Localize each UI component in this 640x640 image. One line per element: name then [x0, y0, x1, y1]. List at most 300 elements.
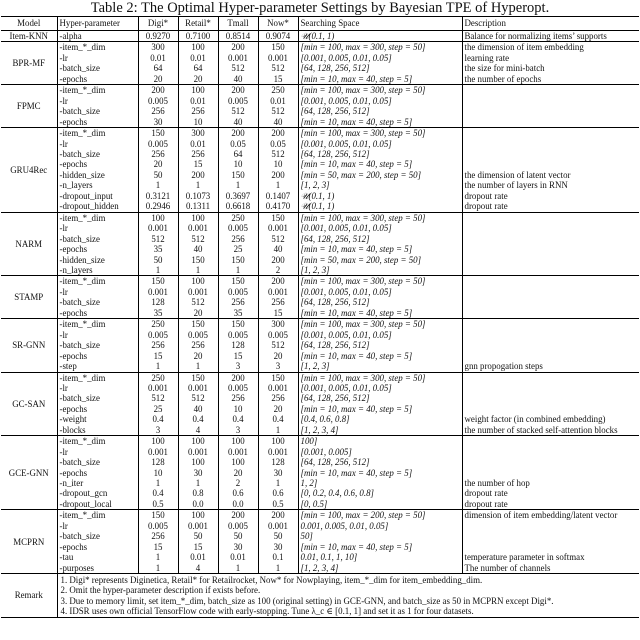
digi-value: 0.5 [138, 499, 178, 510]
description-cell [462, 244, 639, 254]
hyperparameter-cell: -dropout_gcn [59, 488, 108, 499]
tmall-value: 256 [218, 393, 258, 403]
now-value: 300 [258, 319, 298, 330]
digi-value: 0.9270 [138, 31, 178, 42]
digi-value: 35 [138, 308, 178, 319]
retail-value: 0.001 [178, 383, 218, 393]
description-cell: the number of hop [462, 478, 639, 488]
hyperparameter-cell: -epochs [59, 73, 88, 84]
hyperparameter-cell: -batch_size [59, 393, 100, 404]
now-value: 20 [258, 404, 298, 414]
digi-value: 512 [138, 393, 178, 403]
model-name-cell: MCPRN [1, 510, 57, 574]
hyperparameter-cell: -lr [59, 520, 68, 531]
description-cell [462, 393, 639, 403]
table-row [1, 265, 639, 276]
now-value: 0.001 [258, 223, 298, 233]
model-name-cell: GC-SAN [1, 372, 57, 436]
digi-value: 100 [138, 212, 178, 223]
retail-value: 100 [178, 42, 218, 53]
digi-value: 512 [138, 234, 178, 244]
table-row [1, 447, 639, 457]
description-cell [462, 457, 639, 467]
retail-value: 0.001 [178, 521, 218, 531]
tmall-value: 15 [218, 351, 258, 361]
retail-value: 300 [178, 128, 218, 139]
hyperparameter-cell: -hidden_size [59, 254, 105, 265]
tmall-value: 1 [218, 180, 258, 190]
hyperparameter-cell: -item_*_dim [57, 128, 138, 139]
searching-space-cell: [min = 100, max = 300, step = 50] [298, 85, 462, 96]
tmall-value: 64 [218, 149, 258, 159]
now-value: 40 [258, 117, 298, 128]
table-row [1, 499, 639, 510]
tmall-value: 50 [218, 531, 258, 541]
digi-value: 1 [138, 361, 178, 372]
retail-value: 256 [178, 106, 218, 116]
now-value: 150 [258, 212, 298, 223]
retail-value: 50 [178, 531, 218, 541]
remark-line: 2. Omit the hyper-parameter description if exists before. [60, 585, 261, 596]
description-cell [462, 542, 639, 552]
retail-value: 0.01 [178, 96, 218, 106]
retail-value: 0.005 [178, 330, 218, 340]
hyperparameter-cell: -blocks [59, 424, 86, 435]
searching-space-cell: [min = 10, max = 40, step = 5] [298, 351, 462, 361]
hyperparameter-cell: -item_*_dim [57, 436, 138, 447]
hyperparameter-cell: -epochs [59, 159, 88, 170]
retail-value: 4 [178, 425, 218, 436]
description-cell [462, 255, 639, 265]
retail-value: 40 [178, 244, 218, 254]
table-row [1, 85, 639, 96]
header-digi: Digi* [138, 17, 178, 31]
table-row [1, 436, 639, 447]
searching-space-cell: [min = 10, max = 40, step = 5] [298, 159, 462, 169]
table-row [1, 308, 639, 319]
now-value: 0.6 [258, 488, 298, 498]
tmall-value: 150 [218, 276, 258, 287]
table-row [1, 340, 639, 350]
description-cell: the size for mini-batch [462, 63, 639, 73]
table-body [1, 31, 639, 618]
searching-space-cell: 100] [298, 436, 462, 447]
now-value: 512 [258, 340, 298, 350]
retail-value: 512 [178, 234, 218, 244]
tmall-value: 100 [218, 457, 258, 467]
tmall-value: 100 [218, 436, 258, 447]
hyperparameter-cell: -item_*_dim [57, 510, 138, 521]
table-row [1, 414, 639, 424]
tmall-value: 200 [218, 372, 258, 383]
retail-value: 0.01 [178, 53, 218, 63]
hyperparameter-cell: -batch_size [59, 297, 100, 308]
hyperparameter-table [1, 16, 639, 618]
searching-space-cell: 𝒰(0.1, 1) [298, 191, 462, 201]
now-value: 250 [258, 85, 298, 96]
description-cell: The number of channels [462, 563, 639, 574]
searching-space-cell: [1, 2, 3, 4] [298, 425, 462, 436]
retail-value: 20 [178, 308, 218, 319]
description-cell: learning rate [462, 53, 639, 63]
table-row [1, 74, 639, 85]
hyperparameter-cell: -lr [59, 382, 68, 393]
retail-value: 0.01 [178, 139, 218, 149]
searching-space-cell: [0.001, 0.005, 0.01, 0.05] [298, 223, 462, 233]
retail-value: 0.01 [178, 552, 218, 562]
retail-value: 0.1073 [178, 191, 218, 201]
tmall-value: 150 [218, 319, 258, 330]
table-row [1, 372, 639, 383]
digi-value: 3 [138, 425, 178, 436]
retail-value: 150 [178, 372, 218, 383]
table-row [1, 244, 639, 254]
description-cell [462, 139, 639, 149]
hyperparameter-cell: -hidden_size [59, 169, 105, 180]
now-value: 0.4170 [258, 201, 298, 212]
header-now: Now* [258, 17, 298, 31]
hyperparameter-cell: -dropout_local [59, 498, 112, 509]
searching-space-cell: 0.001, 0.005, 0.01, 0.05] [298, 521, 462, 531]
searching-space-cell: [0.001, 0.005] [298, 447, 462, 457]
now-value: 0.5 [258, 499, 298, 510]
searching-space-cell: [min = 100, max = 200, step = 50] [298, 510, 462, 521]
description-cell [462, 234, 639, 244]
digi-value: 300 [138, 42, 178, 53]
table-row [1, 180, 639, 190]
hyperparameter-cell: -lr [59, 52, 68, 63]
description-cell [462, 531, 639, 541]
table-row [1, 96, 639, 106]
retail-value: 0.001 [178, 447, 218, 457]
retail-value: 100 [178, 276, 218, 287]
hyperparameter-cell: -lr [59, 446, 68, 457]
digi-value: 0.005 [138, 96, 178, 106]
searching-space-cell: [min = 50, max = 200, step = 50] [298, 170, 462, 180]
tmall-value: 0.001 [218, 447, 258, 457]
tmall-value: 0.005 [218, 223, 258, 233]
hyperparameter-cell: -n_layers [59, 180, 93, 191]
searching-space-cell: [0.001, 0.005, 0.01, 0.05] [298, 139, 462, 149]
now-value: 0.001 [258, 53, 298, 63]
tmall-value: 0.05 [218, 139, 258, 149]
now-value: 0.01 [258, 96, 298, 106]
searching-space-cell: [min = 10, max = 40, step = 5] [298, 404, 462, 414]
now-value: 512 [258, 149, 298, 159]
searching-space-cell: [0.4, 0.6, 0.8] [298, 414, 462, 424]
retail-value: 150 [178, 319, 218, 330]
description-cell [462, 436, 639, 447]
digi-value: 35 [138, 244, 178, 254]
hyperparameter-cell: -dropout_input [59, 190, 113, 201]
now-value: 2 [258, 265, 298, 276]
digi-value: 10 [138, 468, 178, 478]
now-value: 256 [258, 297, 298, 307]
now-value: 0.005 [258, 330, 298, 340]
digi-value: 250 [138, 372, 178, 383]
retail-value: 1 [178, 361, 218, 372]
tmall-value: 150 [218, 170, 258, 180]
searching-space-cell: 50] [298, 531, 462, 541]
retail-value: 0.001 [178, 223, 218, 233]
searching-space-cell: [0.001, 0.005, 0.01, 0.05] [298, 96, 462, 106]
tmall-value: 0.005 [218, 96, 258, 106]
header-retail: Retail* [178, 17, 218, 31]
searching-space-cell: [64, 128, 256, 512] [298, 393, 462, 403]
digi-value: 0.005 [138, 521, 178, 531]
tmall-value: 0.3697 [218, 191, 258, 201]
searching-space-cell: 1, 2] [298, 478, 462, 488]
tmall-value: 10 [218, 404, 258, 414]
digi-value: 150 [138, 276, 178, 287]
tmall-value: 1 [218, 563, 258, 574]
tmall-value: 0.8514 [218, 31, 258, 42]
hyperparameter-cell: -tau [59, 552, 74, 563]
now-value: 0.001 [258, 383, 298, 393]
digi-value: 50 [138, 170, 178, 180]
retail-value: 100 [178, 436, 218, 447]
searching-space-cell: [0, 0.2, 0.4, 0.6, 0.8] [298, 488, 462, 498]
table-row [1, 255, 639, 265]
digi-value: 0.005 [138, 139, 178, 149]
description-cell: temperature parameter in softmax [462, 552, 639, 562]
table-row [1, 212, 639, 223]
digi-value: 0.01 [138, 53, 178, 63]
digi-value: 1 [138, 563, 178, 574]
tmall-value: 0.6618 [218, 201, 258, 212]
now-value: 200 [258, 510, 298, 521]
searching-space-cell: [min = 10, max = 40, step = 5] [298, 308, 462, 319]
description-cell [462, 330, 639, 340]
now-value: 0.001 [258, 521, 298, 531]
tmall-value: 0.001 [218, 53, 258, 63]
now-value: 128 [258, 457, 298, 467]
model-name-cell: GCE-GNN [1, 436, 57, 510]
retail-value: 0.001 [178, 287, 218, 297]
digi-value: 20 [138, 74, 178, 85]
tmall-value: 10 [218, 159, 258, 169]
table-row [1, 276, 639, 287]
retail-value: 100 [178, 457, 218, 467]
now-value: 30 [258, 542, 298, 552]
hyperparameter-cell: -epochs [59, 116, 88, 127]
digi-value: 150 [138, 128, 178, 139]
tmall-value: 128 [218, 340, 258, 350]
retail-value: 15 [178, 542, 218, 552]
digi-value: 150 [138, 510, 178, 521]
now-value: 1 [258, 425, 298, 436]
now-value: 1 [258, 180, 298, 190]
now-value: 0.05 [258, 139, 298, 149]
model-name-cell: NARM [1, 212, 57, 276]
searching-space-cell: [64, 128, 256, 512] [298, 149, 462, 159]
table-row [1, 106, 639, 116]
searching-space-cell: [min = 100, max = 300, step = 50] [298, 128, 462, 139]
hyperparameter-cell: -epochs [59, 307, 88, 318]
searching-space-cell: [min = 100, max = 300, step = 50] [298, 319, 462, 330]
table-row [1, 53, 639, 63]
hyperparameter-cell: -item_*_dim [57, 276, 138, 287]
retail-value: 0.8 [178, 488, 218, 498]
table-row [1, 223, 639, 233]
table-row [1, 404, 639, 414]
hyperparameter-cell: -lr [59, 95, 68, 106]
table-row [1, 31, 639, 42]
description-cell [462, 149, 639, 159]
table-row [1, 201, 639, 212]
hyperparameter-cell: -purposes [59, 562, 95, 573]
description-cell: the dimension of latent vector [462, 170, 639, 180]
hyperparameter-cell: -epochs [59, 350, 88, 361]
digi-value: 1 [138, 180, 178, 190]
hyperparameter-cell: -lr [59, 329, 68, 340]
tmall-value: 0.6 [218, 488, 258, 498]
hyperparameter-cell: -batch_size [59, 148, 100, 159]
table-row [1, 297, 639, 307]
retail-value: 256 [178, 340, 218, 350]
hyperparameter-cell: -batch_size [59, 233, 100, 244]
tmall-value: 0.005 [218, 521, 258, 531]
description-cell [462, 521, 639, 531]
retail-value: 4 [178, 563, 218, 574]
remark-line: 4. IDSR uses own official TensorFlow code with early-stopping. Tune λ_c ∈ [0.1, 1] and set it as 1 for four datasets. [60, 605, 474, 616]
hyperparameter-cell: -n_layers [59, 264, 93, 275]
hyperparameter-cell: -step [59, 361, 77, 372]
table-row [1, 393, 639, 403]
digi-value: 256 [138, 149, 178, 159]
hyperparameter-cell: -batch_size [59, 63, 100, 74]
description-cell [462, 117, 639, 128]
hyperparameter-cell: -lr [59, 286, 68, 297]
searching-space-cell: [0, 0.5] [298, 499, 462, 510]
searching-space-cell: [64, 128, 256, 512] [298, 234, 462, 244]
description-cell [462, 383, 639, 393]
table-row [1, 191, 639, 201]
now-value: 10 [258, 159, 298, 169]
searching-space-cell: [min = 100, max = 300, step = 50] [298, 42, 462, 53]
retail-value: 40 [178, 404, 218, 414]
now-value: 0.9074 [258, 31, 298, 42]
hyperparameter-cell: -batch_size [59, 106, 100, 117]
digi-value: 0.001 [138, 383, 178, 393]
hyperparameter-cell: -dropout_hidden [59, 201, 119, 212]
hyperparameter-cell: -weight [59, 414, 87, 425]
now-value: 3 [258, 361, 298, 372]
model-name-cell: STAMP [1, 276, 57, 319]
tmall-value: 250 [218, 212, 258, 223]
now-value: 15 [258, 74, 298, 85]
description-cell [462, 308, 639, 319]
searching-space-cell: [min = 10, max = 40, step = 5] [298, 244, 462, 254]
hyperparameter-cell: -epochs [59, 403, 88, 414]
digi-value: 0.005 [138, 330, 178, 340]
now-value: 200 [258, 128, 298, 139]
description-cell: the number of stacked self-attention blocks [462, 425, 639, 436]
description-cell: dimension of item embedding/latent vector [462, 510, 639, 521]
description-cell: gnn propogation steps [462, 361, 639, 372]
now-value: 200 [258, 255, 298, 265]
tmall-value: 200 [218, 85, 258, 96]
table-row [1, 170, 639, 180]
table-row [1, 330, 639, 340]
searching-space-cell: [64, 128, 256, 512] [298, 457, 462, 467]
tmall-value: 0.4 [218, 414, 258, 424]
remark-line: 1. Digi* represents Diginetica, Retail* for Retailrocket, Now* for Nowplaying, item_*_dim for item_embedding_dim. [60, 575, 483, 586]
hyperparameter-cell: -alpha [57, 31, 138, 42]
table-row [1, 457, 639, 467]
description-cell [462, 85, 639, 96]
searching-space-cell: [min = 100, max = 300, step = 50] [298, 276, 462, 287]
tmall-value: 3 [218, 361, 258, 372]
remark-row [1, 574, 639, 618]
now-value: 0.001 [258, 287, 298, 297]
table-row [1, 159, 639, 169]
description-cell [462, 447, 639, 457]
now-value: 200 [258, 276, 298, 287]
model-name-cell: GRU4Rec [1, 128, 57, 213]
header-model: Model [1, 17, 57, 31]
table-row [1, 351, 639, 361]
searching-space-cell: [64, 128, 256, 512] [298, 297, 462, 307]
tmall-value: 0.01 [218, 552, 258, 562]
tmall-value: 0.005 [218, 383, 258, 393]
tmall-value: 256 [218, 234, 258, 244]
searching-space-cell: [1, 2, 3] [298, 180, 462, 190]
tmall-value: 0.005 [218, 287, 258, 297]
now-value: 150 [258, 42, 298, 53]
digi-value: 15 [138, 542, 178, 552]
description-cell [462, 106, 639, 116]
hyperparameter-cell: -n_iter [59, 478, 84, 489]
digi-value: 15 [138, 351, 178, 361]
tmall-value: 256 [218, 297, 258, 307]
digi-value: 0.3121 [138, 191, 178, 201]
description-cell [462, 340, 639, 350]
hyperparameter-cell: -epochs [59, 541, 88, 552]
table-row [1, 319, 639, 330]
table-caption: Table 2: The Optimal Hyper-parameter Settings by Bayesian TPE of Hyperopt. [90, 0, 550, 16]
header-tmall: Tmall [218, 17, 258, 31]
description-cell [462, 404, 639, 414]
description-cell: the dimension of item embedding [462, 42, 639, 53]
tmall-value: 512 [218, 63, 258, 73]
digi-value: 256 [138, 531, 178, 541]
digi-value: 50 [138, 255, 178, 265]
now-value: 0.1 [258, 552, 298, 562]
retail-value: 15 [178, 159, 218, 169]
description-cell [462, 319, 639, 330]
description-cell [462, 468, 639, 478]
table-row [1, 510, 639, 521]
hyperparameter-cell: -item_*_dim [57, 372, 138, 383]
hyperparameter-cell: -lr [59, 138, 68, 149]
table-row [1, 425, 639, 436]
searching-space-cell: [0.001, 0.005, 0.01, 0.05] [298, 330, 462, 340]
searching-space-cell: [min = 10, max = 40, step = 5] [298, 117, 462, 128]
retail-value: 0.7100 [178, 31, 218, 42]
header-searching-space: Searching Space [298, 17, 462, 31]
table-row [1, 531, 639, 541]
description-cell: the number of layers in RNN [462, 180, 639, 190]
now-value: 50 [258, 531, 298, 541]
model-name-cell: BPR-MF [1, 42, 57, 85]
hyperparameter-cell: -batch_size [59, 531, 100, 542]
table-row [1, 287, 639, 297]
description-cell [462, 265, 639, 276]
hyperparameter-cell: -batch_size [59, 340, 100, 351]
description-cell: weight factor (in combined embedding) [462, 414, 639, 424]
description-cell [462, 287, 639, 297]
